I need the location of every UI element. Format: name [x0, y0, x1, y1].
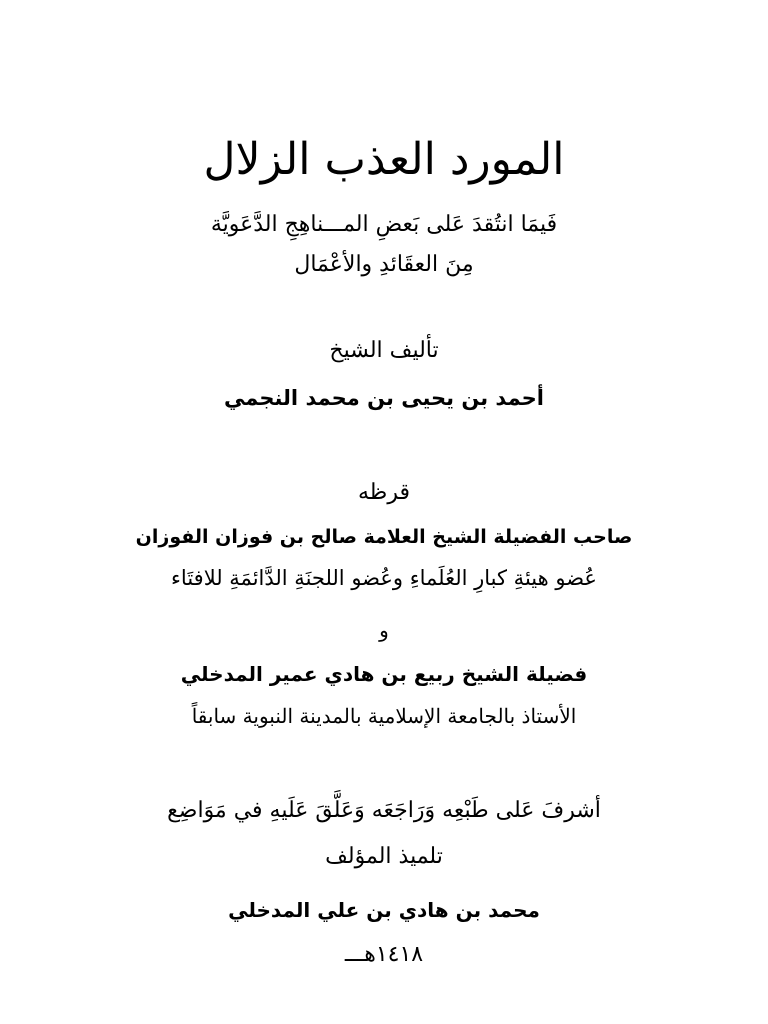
- endorser-1-role: عُضو هيئةِ كبارِ العُلَماءِ وعُضو اللجنَةِ الدَّائمَةِ للافتَاء: [171, 566, 597, 590]
- supervision-text: أشرفَ عَلى طَبْعِه وَرَاجَعَه وَعَلَّقَ عَلَيهِ في مَوَاضِع: [167, 798, 601, 823]
- endorsement-label: قرظه: [358, 480, 410, 505]
- student-label: تلميذ المؤلف: [325, 844, 443, 869]
- book-subtitle-line-2: مِنَ العقَائدِ والأعْمَال: [294, 252, 474, 277]
- endorser-1-name: صاحب الفضيلة الشيخ العلامة صالح بن فوزان الفوزان: [135, 526, 633, 548]
- endorser-2-role: الأستاذ بالجامعة الإسلامية بالمدينة النبوية سابقاً: [191, 704, 577, 728]
- endorser-2-name: فضيلة الشيخ ربيع بن هادي عمير المدخلي: [180, 662, 588, 686]
- publication-date: ١٤١٨هـــ: [344, 942, 424, 967]
- book-subtitle-line-1: فَيمَا انتُقدَ عَلى بَعضِ المـــناهِجِ الدَّعَويَّة: [210, 212, 558, 237]
- student-name: محمد بن هادي بن علي المدخلي: [228, 898, 540, 922]
- author-name: أحمد بن يحيى بن محمد النجمي: [224, 386, 544, 410]
- book-title: المورد العذب الزلال: [203, 134, 565, 185]
- conjunction: و: [379, 618, 389, 642]
- author-label: تأليف الشيخ: [329, 338, 439, 363]
